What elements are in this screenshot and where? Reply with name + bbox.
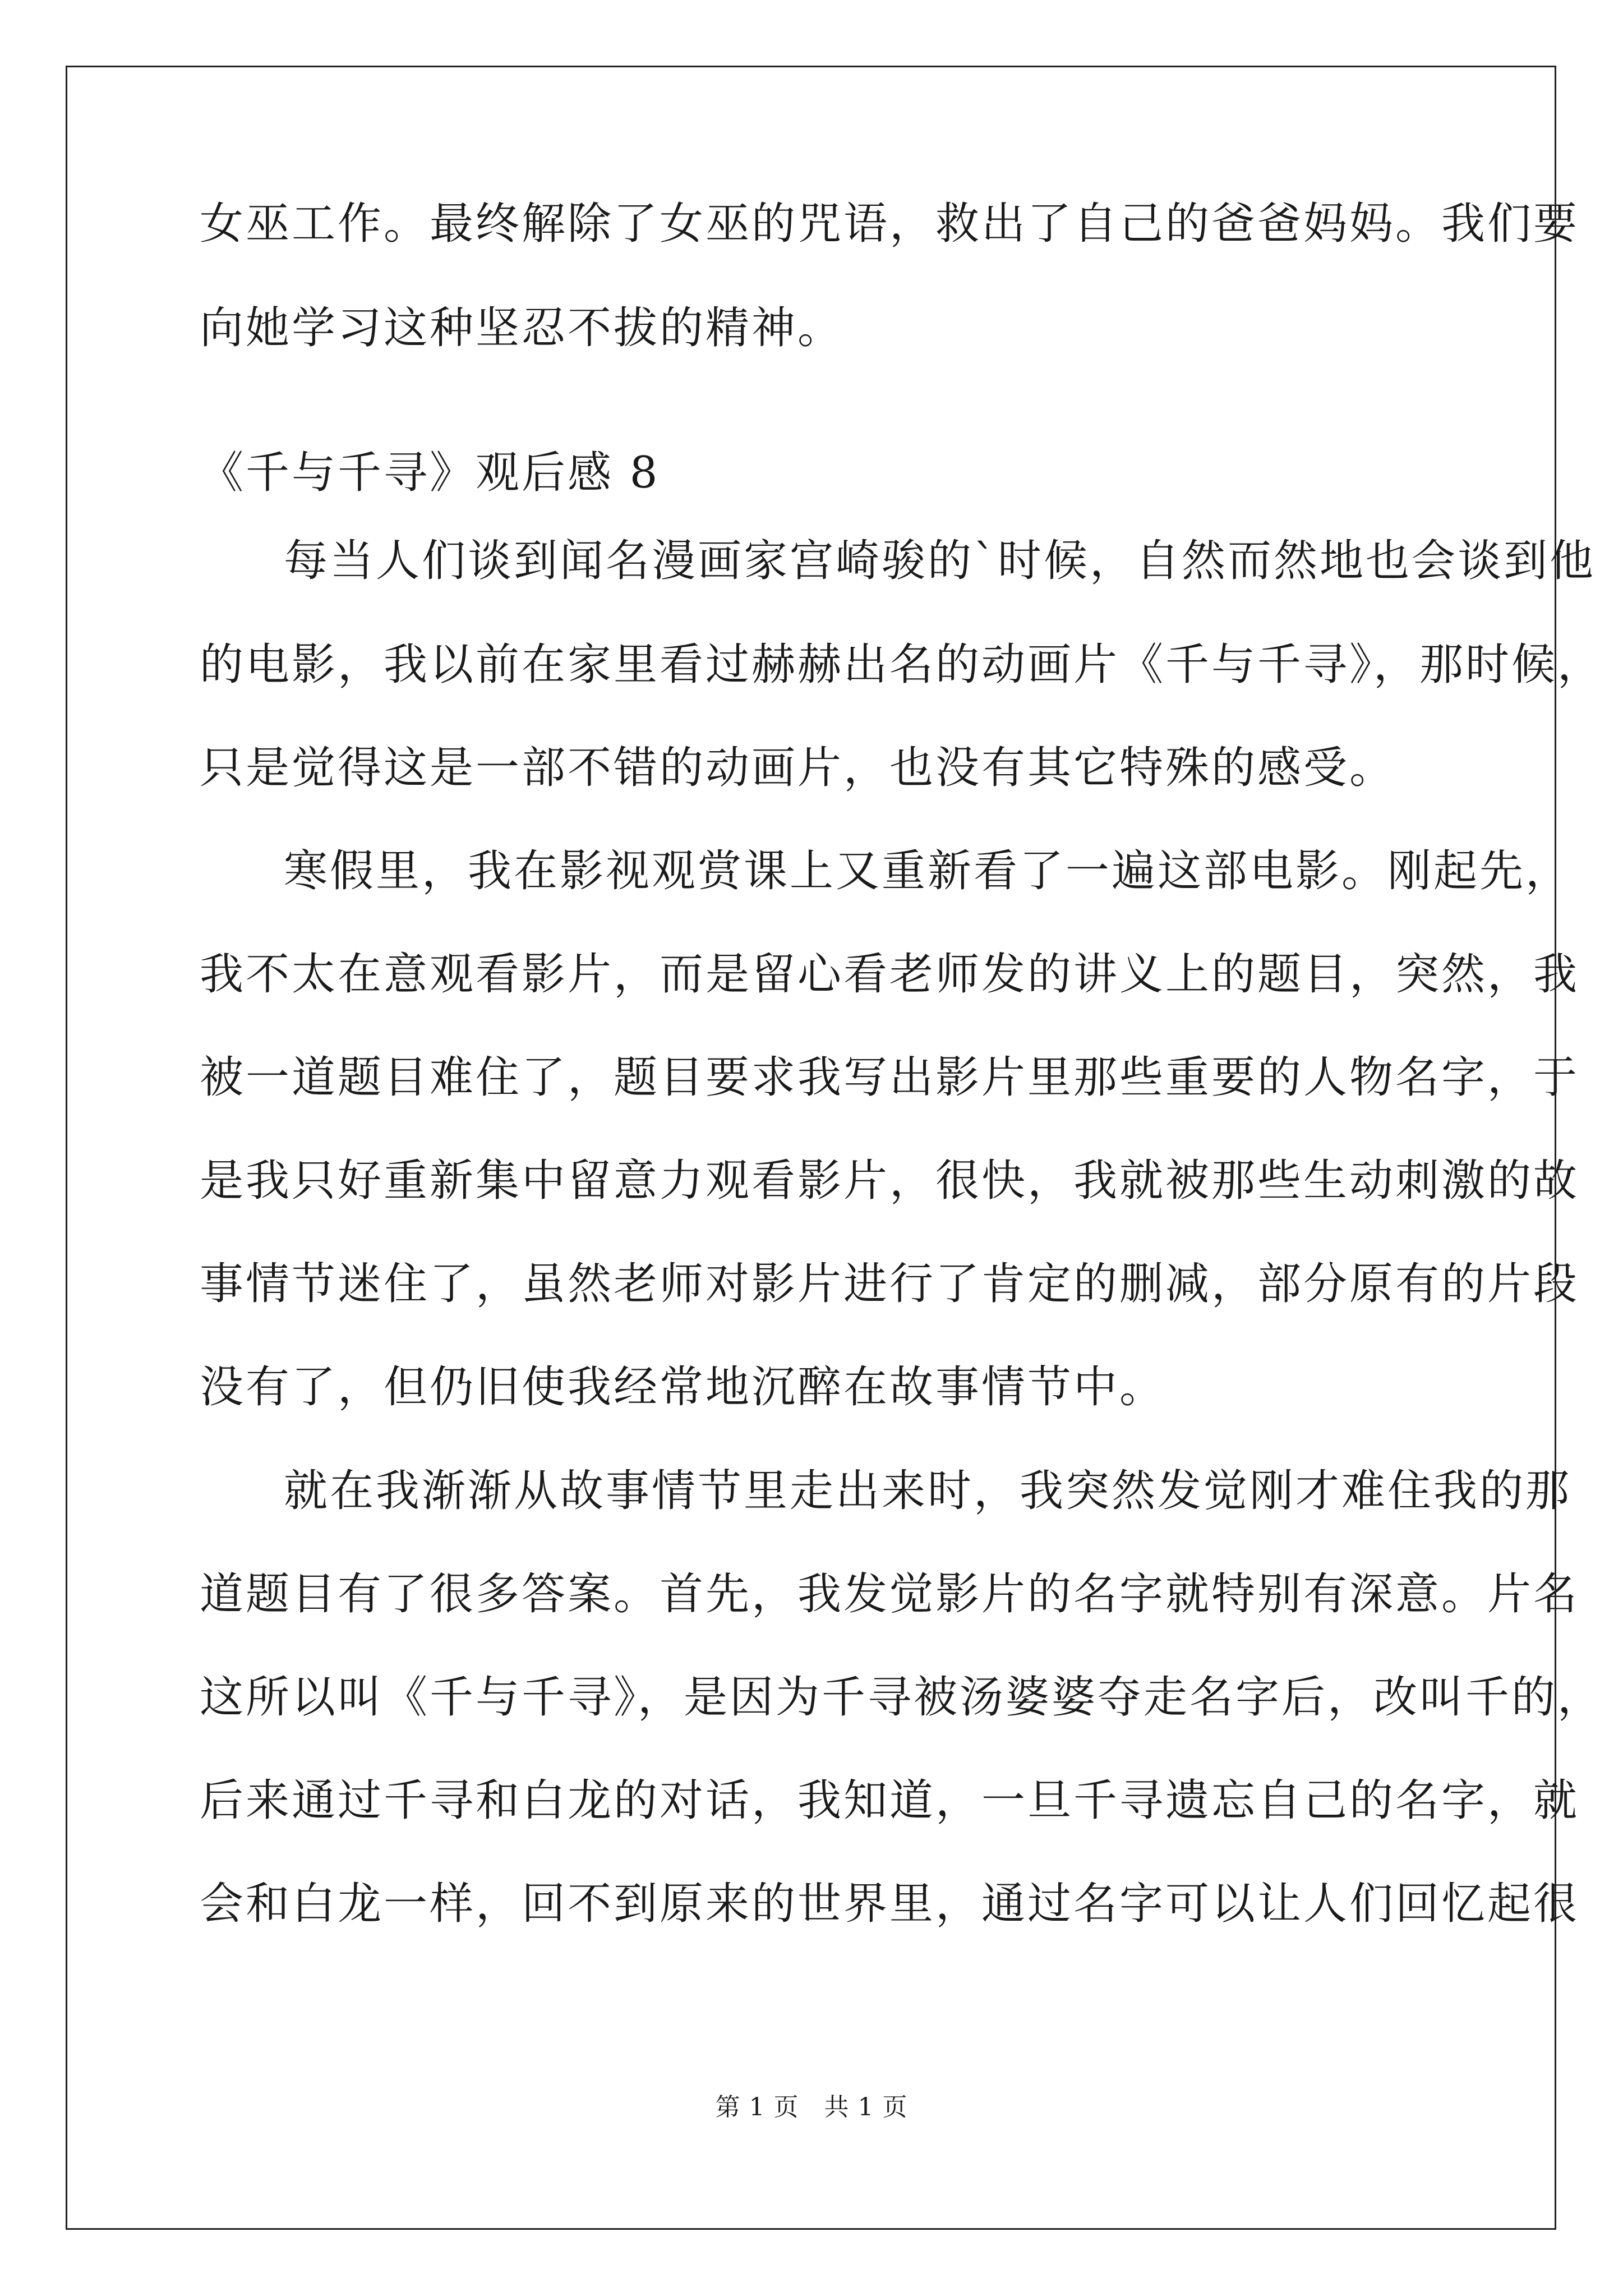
text-line: 会和白龙一样，回不到原来的世界里，通过名字可以让人们回忆起很 xyxy=(200,1879,1580,1929)
text-line: 的电影，我以前在家里看过赫赫出名的动画片《千与千寻》，那时候， xyxy=(200,639,1604,690)
text-line: 每当人们谈到闻名漫画家宫崎骏的`时候，自然而然地也会谈到他 xyxy=(284,536,1596,586)
text-line: 事情节迷住了，虽然老师对影片进行了肯定的删减，部分原有的片段 xyxy=(200,1259,1580,1309)
text-line: 我不太在意观看影片，而是留心看老师发的讲义上的题目，突然，我 xyxy=(200,949,1580,1000)
text-line: 这所以叫《千与千寻》，是因为千寻被汤婆婆夺走名字后，改叫千的， xyxy=(200,1672,1604,1723)
text-line: 道题目有了很多答案。首先，我发觉影片的名字就特别有深意。片名 xyxy=(200,1569,1580,1619)
text-line: 没有了，但仍旧使我经常地沉醉在故事情节中。 xyxy=(200,1362,1166,1412)
text-line: 是我只好重新集中留意力观看影片，很快，我就被那些生动刺激的故 xyxy=(200,1156,1580,1206)
text-line: 就在我渐渐从故事情节里走出来时，我突然发觉刚才难住我的那 xyxy=(284,1466,1572,1516)
text-line: 后来通过千寻和白龙的对话，我知道，一旦千寻遗忘自己的名字，就 xyxy=(200,1775,1580,1826)
text-line: 向她学习这种坚忍不拔的精神。 xyxy=(200,303,844,353)
page-footer: 第 1 页 共 1 页 xyxy=(715,2093,908,2122)
text-line: 被一道题目难住了，题目要求我写出影片里那些重要的人物名字，于 xyxy=(200,1052,1580,1103)
section-heading: 《千与千寻》观后感 8 xyxy=(200,448,660,498)
text-line: 女巫工作。最终解除了女巫的咒语，救出了自己的爸爸妈妈。我们要 xyxy=(200,199,1580,249)
text-line: 只是觉得这是一部不错的动画片，也没有其它特殊的感受。 xyxy=(200,743,1396,793)
text-line: 寒假里，我在影视观赏课上又重新看了一遍这部电影。刚起先， xyxy=(284,846,1572,896)
